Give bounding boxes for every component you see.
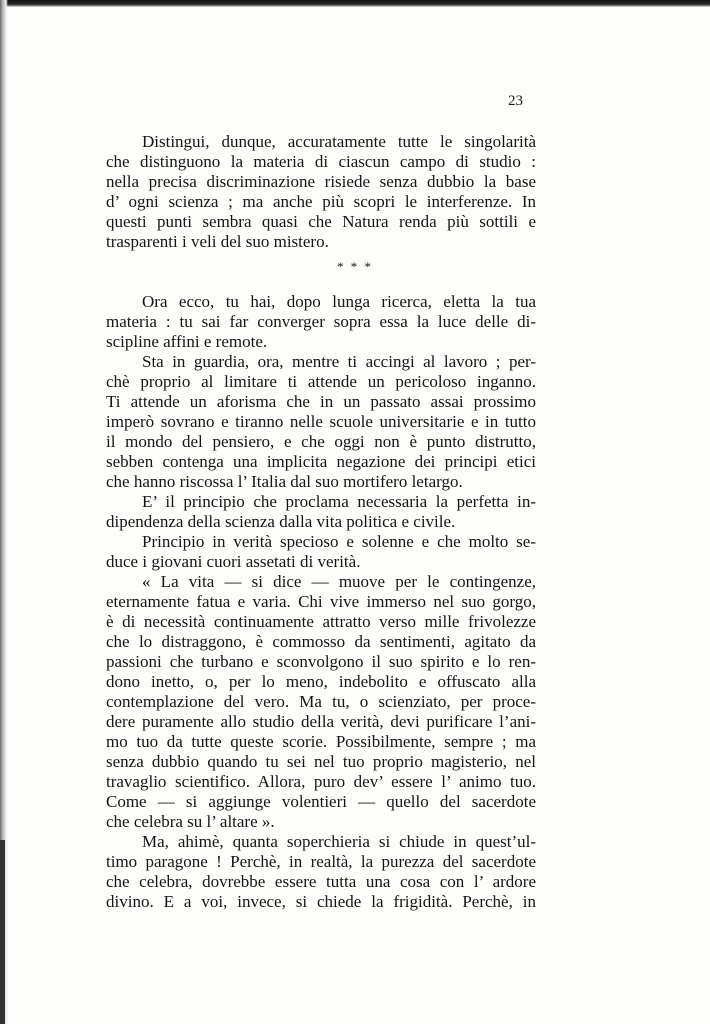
text-line: Sta in guardia, ora, mentre ti accingi al lavoro ; per-: [142, 352, 536, 371]
scan-top-edge: [0, 0, 710, 7]
scan-binding-shadow: [0, 840, 5, 1024]
text-line: dono inetto, o, per lo meno, indebolito e offuscato alla: [106, 672, 536, 691]
paragraph: [106, 572, 536, 832]
text-line: passioni che turbano e sconvolgono il suo spirito e lo ren-: [106, 652, 536, 671]
text-line: che hanno riscossa l’ Italia dal suo mortifero letargo.: [106, 472, 463, 491]
text-line: il mondo del pensiero, e che oggi non è punto distrutto,: [106, 432, 536, 451]
text-line: che lo distraggono, è commosso da sentimenti, agitato da: [106, 632, 536, 651]
page-number: 23: [508, 93, 523, 109]
text-line: senza dubbio quando tu sei nel tuo proprio magisterio, nel: [106, 752, 536, 771]
section-separator: * * *: [337, 259, 373, 274]
text-line: questi punti sembra quasi che Natura renda più sottili e: [106, 212, 536, 231]
text-line: scipline affini e remote.: [106, 332, 268, 351]
paragraph: [106, 292, 536, 352]
text-line: Ora ecco, tu hai, dopo lunga ricerca, eletta la tua: [142, 292, 536, 311]
text-line: trasparenti i veli del suo mistero.: [106, 232, 329, 251]
text-line: chè proprio al limitare ti attende un pericoloso inganno.: [106, 372, 536, 391]
text-line: « La vita — si dice — muove per le contingenze,: [142, 572, 536, 591]
text-section-2: [106, 292, 536, 912]
text-line: che celebra, dovrebbe essere tutta una cosa con l’ ardore: [106, 872, 536, 891]
text-line: dipendenza della scienza dalla vita politica e civile.: [106, 512, 456, 531]
text-line: sebben contenga una implicita negazione dei principi etici: [106, 452, 536, 471]
text-line: imperò sovrano e tiranno nelle scuole universitarie e in tutto: [106, 412, 536, 431]
text-line: che distinguono la materia di ciascun campo di studio :: [106, 152, 536, 171]
paragraph: [106, 352, 536, 492]
text-line: travaglio scientifico. Allora, puro dev’ essere l’ animo tuo.: [106, 772, 536, 791]
text-line: timo paragone ! Perchè, in realtà, la purezza del sacerdote: [106, 852, 536, 871]
text-line: d’ ogni scienza ; ma anche più scopri le interferenze. In: [106, 192, 536, 211]
text-line: dere puramente allo studio della verità, devi purificare l’ani-: [106, 712, 536, 731]
paragraph: [106, 492, 536, 532]
text-line: eternamente fatua e varia. Chi vive immerso nel suo gorgo,: [106, 592, 536, 611]
text-line: Ti attende un aforisma che in un passato assai prossimo: [106, 392, 536, 411]
paragraph: [106, 832, 536, 912]
text-line: Principio in verità specioso e solenne e che molto se-: [142, 532, 536, 551]
paragraph: [106, 532, 536, 572]
text-line: Ma, ahimè, quanta soperchieria si chiude in quest’ul-: [142, 832, 536, 851]
text-line: materia : tu sai far converger sopra essa la luce delle di-: [106, 312, 536, 331]
text-line: divino. E a voi, invece, si chiede la frigidità. Perchè, in: [106, 892, 536, 911]
text-line: che celebra su l’ altare ».: [106, 812, 275, 831]
text-line: è di necessità continuamente attratto verso mille frivolezze: [106, 612, 536, 631]
text-line: mo tuo da tutte queste scorie. Possibilmente, sempre ; ma: [106, 732, 536, 751]
text-line: E’ il principio che proclama necessaria la perfetta in-: [142, 492, 536, 511]
paragraph: [106, 132, 536, 252]
text-section-1: [106, 132, 536, 252]
text-line: contemplazione del vero. Ma tu, o scienziato, per proce-: [106, 692, 536, 711]
text-line: nella precisa discriminazione risiede senza dubbio la base: [106, 172, 536, 191]
text-line: Distingui, dunque, accuratamente tutte le singolarità: [142, 132, 536, 151]
text-line: duce i giovani cuori assetati di verità.: [106, 552, 361, 571]
text-line: Come — si aggiunge volentieri — quello del sacerdote: [106, 792, 536, 811]
